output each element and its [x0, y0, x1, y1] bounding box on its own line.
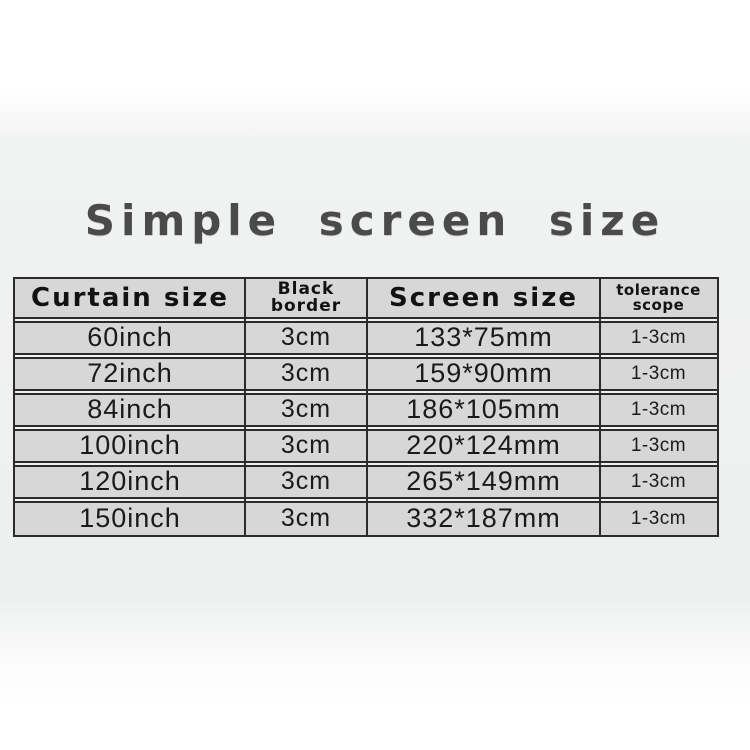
cell-screen-size: 159*90mm — [414, 359, 553, 389]
header-tolerance-line1: tolerance — [616, 280, 701, 299]
cell-curtain-size: 72inch — [87, 359, 173, 389]
column-divider — [244, 279, 246, 535]
cell-black-border: 3cm — [280, 359, 332, 388]
cell-black-border: 3cm — [280, 467, 332, 496]
column-divider — [599, 279, 601, 535]
header-tolerance-line2: scope — [632, 296, 685, 314]
header-screen-size: Screen size — [389, 282, 578, 313]
header-black-border — [245, 279, 367, 317]
cell-tolerance: 1-3cm — [630, 508, 687, 530]
cell-screen-size: 265*149mm — [406, 467, 561, 497]
column-divider — [366, 279, 368, 535]
cell-black-border: 3cm — [280, 431, 332, 460]
cell-tolerance: 1-3cm — [630, 327, 687, 349]
screen-size-table — [13, 277, 719, 537]
header-black-border-line2: border — [270, 296, 342, 316]
header-black-border-line1: Black — [277, 279, 335, 299]
cell-tolerance: 1-3cm — [630, 471, 687, 493]
cell-black-border: 3cm — [280, 504, 332, 533]
cell-screen-size: 332*187mm — [406, 503, 561, 534]
cell-screen-size: 186*105mm — [406, 395, 561, 425]
header-tolerance-scope — [600, 279, 717, 317]
cell-black-border: 3cm — [280, 395, 332, 424]
cell-tolerance: 1-3cm — [630, 363, 687, 385]
cell-tolerance: 1-3cm — [630, 399, 687, 421]
page-title: Simple screen size — [84, 196, 666, 245]
cell-tolerance: 1-3cm — [630, 435, 687, 457]
cell-curtain-size: 60inch — [87, 323, 173, 353]
cell-curtain-size: 100inch — [79, 431, 181, 461]
cell-curtain-size: 84inch — [87, 395, 173, 425]
cell-screen-size: 220*124mm — [406, 431, 561, 461]
cell-curtain-size: 150inch — [79, 503, 181, 534]
cell-screen-size: 133*75mm — [414, 323, 553, 353]
header-curtain-size: Curtain size — [30, 282, 229, 313]
cell-curtain-size: 120inch — [79, 467, 181, 497]
cell-black-border: 3cm — [280, 323, 332, 352]
